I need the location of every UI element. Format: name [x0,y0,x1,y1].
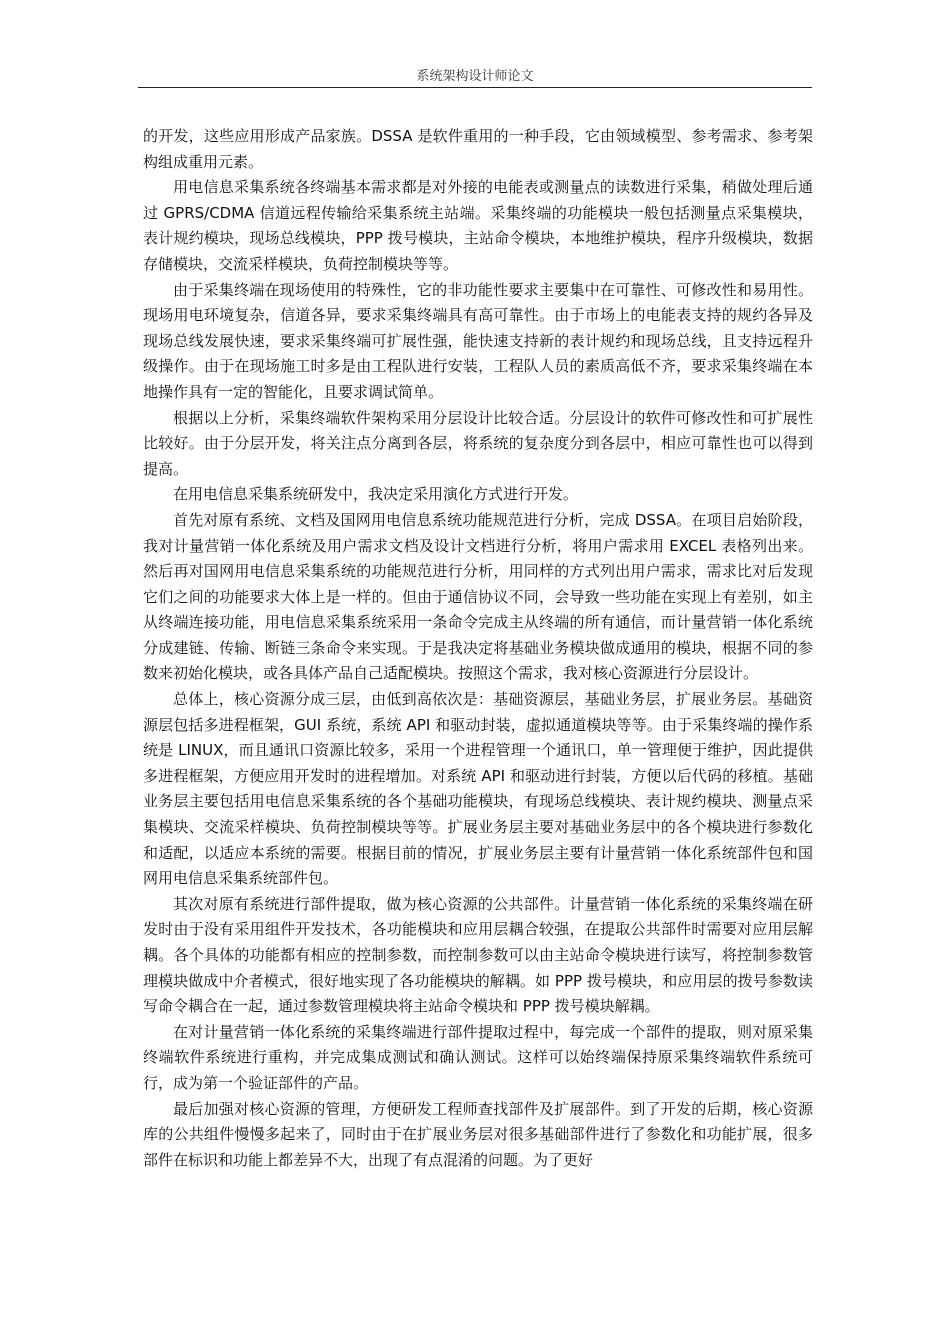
paragraph: 总体上，核心资源分成三层，由低到高依次是：基础资源层，基础业务层，扩展业务层。基础资源层包括多进程框架，GUI 系统，系统 API 和驱动封装，虚拟通道模块等等。由于采集终端的操作系统是 LINUX，而且通讯口资源比较多，采用一个进程管理一个通讯口，单一管理便于维护，因此提供多进程框架，方便应用开发时的进程增加。对系统 API 和驱动进行封装，方便以后代码的移植。基础业务层主要包括用电信息采集系统的各个基础功能模块，有现场总线模块、表计规约模块、测量点采集模块、交流采样模块、负荷控制模块等等。扩展业务层主要对基础业务层中的各个模块进行参数化和适配，以适应本系统的需要。根据目前的情况，扩展业务层主要有计量营销一体化系统部件包和国网用电信息采集系统部件包。 [143,690,813,888]
paragraph: 首先对原有系统、文档及国网用电信息系统功能规范进行分析，完成 DSSA。在项目启始阶段，我对计量营销一体化系统及用户需求文档及设计文档进行分析，将用户需求用 EXCEL 表格列出来。然后再对国网用电信息采集系统的功能规范进行分析，用同样的方式列出用户需求，需求比对后发现它们之间的功能要求大体上是一样的。但由于通信协议不同，会导致一些功能在实现上有差别，如主从终端连接功能，用电信息采集系统采用一条命令完成主从终端的所有通信，而计量营销一体化系统分成建链、传输、断链三条命令来实现。于是我决定将基础业务模块做成通用的模块，根据不同的参数来初始化模块，或各具体产品自己适配模块。按照这个需求，我对核心资源进行分层设计。 [143,510,813,683]
paragraph: 最后加强对核心资源的管理，方便研发工程师查找部件及扩展部件。到了开发的后期，核心资源库的公共组件慢慢多起来了，同时由于在扩展业务层对很多基础部件进行了参数化和功能扩展，很多部件在标识和功能上都差异不大，出现了有点混淆的问题。为了更好 [143,1099,813,1169]
paragraph: 由于采集终端在现场使用的特殊性，它的非功能性要求主要集中在可靠性、可修改性和易用性。现场用电环境复杂，信道各异，要求采集终端具有高可靠性。由于市场上的电能表支持的规约各异及现场总线发展快速，要求采集终端可扩展性强，能快速支持新的表计规约和现场总线，且支持远程升级操作。由于在现场施工时多是由工程队进行安装，工程队人员的素质高低不齐，要求采集终端在本地操作具有一定的智能化，且要求调试简单。 [143,280,813,401]
header-divider [138,87,812,88]
page-header-title: 系统架构设计师论文 [416,69,534,84]
paragraph: 在用电信息采集系统研发中，我决定采用演化方式进行开发。 [173,485,579,504]
paragraph: 用电信息采集系统各终端基本需求都是对外接的电能表或测量点的读数进行采集，稍做处理后通过 GPRS/CDMA 信道远程传输给采集系统主站端。采集终端的功能模块一般包括测量点采集模块，表计规约模块，现场总线模块，PPP 拨号模块，主站命令模块，本地维护模块，程序升级模块，数据存储模块，交流采样模块，负荷控制模块等等。 [143,178,813,273]
document-body [143,124,813,1173]
paragraph: 根据以上分析，采集终端软件架构采用分层设计比较合适。分层设计的软件可修改性和可扩展性比较好。由于分层开发，将关注点分离到各层，将系统的复杂度分到各层中，相应可靠性也可以得到提高。 [143,408,813,478]
paragraph: 的开发，这些应用形成产品家族。DSSA 是软件重用的一种手段，它由领域模型、参考需求、参考架构组成重用元素。 [143,127,813,171]
paragraph: 在对计量营销一体化系统的采集终端进行部件提取过程中，每完成一个部件的提取，则对原采集终端软件系统进行重构，并完成集成测试和确认测试。这样可以始终端保持原采集终端软件系统可行，成为第一个验证部件的产品。 [143,1022,813,1092]
paragraph: 其次对原有系统进行部件提取，做为核心资源的公共部件。计量营销一体化系统的采集终端在研发时由于没有采用组件开发技术，各功能模块和应用层耦合较强，在提取公共部件时需要对应用层解耦。各个具体的功能都有相应的控制参数，而控制参数可以由主站命令模块进行读写，将控制参数管理模块做成中介者模式，很好地实现了各功能模块的解耦。如 PPP 拨号模块，和应用层的拨号参数读写命令耦合在一起，通过参数管理模块将主站命令模块和 PPP 拨号模块解耦。 [143,894,813,1016]
